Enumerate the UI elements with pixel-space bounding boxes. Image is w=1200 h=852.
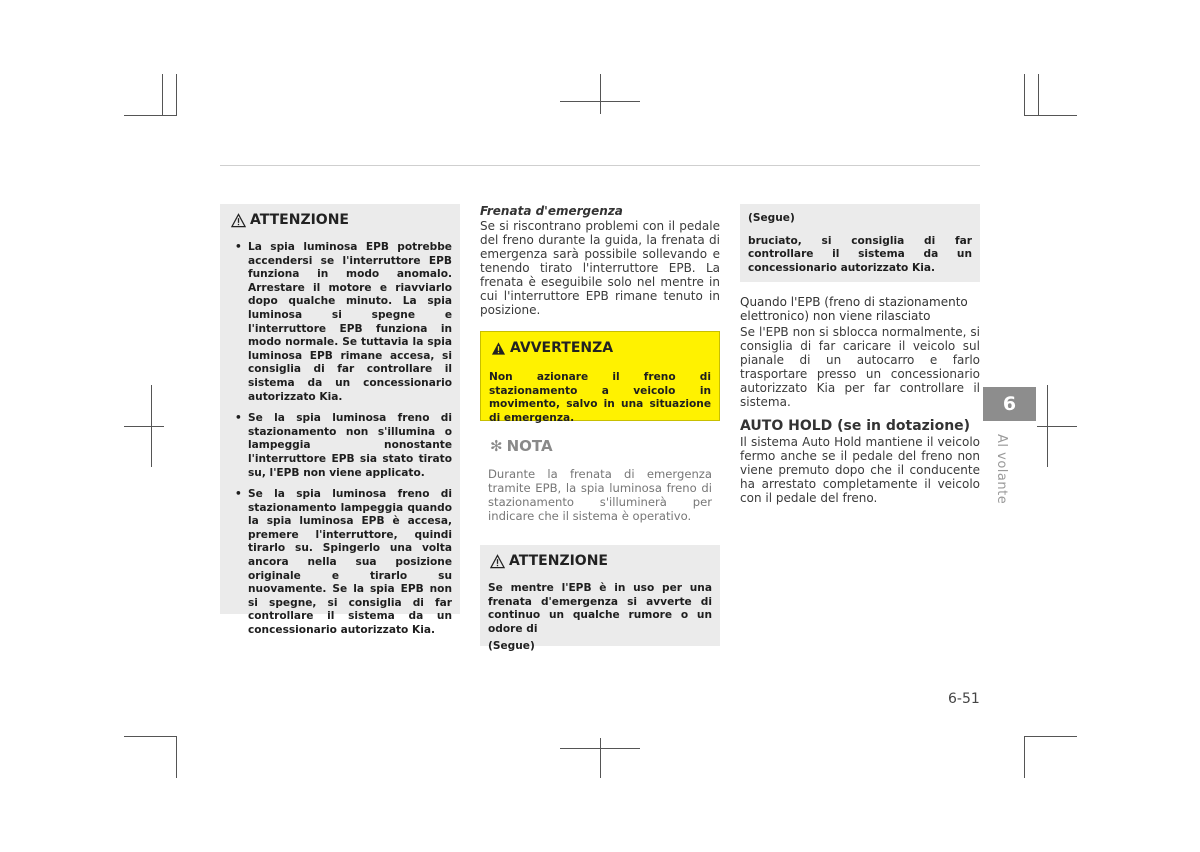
attention-heading: [490, 553, 712, 569]
note-text: Durante la frenata di emergenza tramite EPB, la spia luminosa freno di stazionamento s'illuminerà per indicare che il sistema è operativo.: [488, 467, 712, 523]
registration-mark: [1037, 426, 1077, 427]
attention-title: ATTENZIONE: [509, 553, 608, 569]
warning-box: [480, 331, 720, 424]
list-item: • Se la spia luminosa freno di stazionamento non s'illumina o lampeggia nonostante l'interruttore EPB sia stato tirato su, l'EPB non viene applicato.: [228, 412, 452, 480]
crop-mark: [176, 736, 177, 778]
chapter-tab: 6: [983, 387, 1036, 421]
crop-mark: [1025, 736, 1077, 737]
auto-hold-heading: AUTO HOLD (se in dotazione): [740, 418, 971, 434]
crop-mark: [124, 736, 176, 737]
crop-mark: [1024, 74, 1025, 116]
auto-hold-text: Il sistema Auto Hold mantiene il veicolo fermo anche se il pedale del freno non viene premuto dopo che il conducente ha arrestato completamente il veicolo con il pedale del freno.: [740, 435, 980, 505]
list-item: • La spia luminosa EPB potrebbe accendersi se l'interruttore EPB funziona in modo anomalo. Arrestare il motore e riavviarlo dopo qualche minuto. La spia luminosa si spegne e l'interruttore EPB funziona in modo normale. Se tuttavia la spia luminosa EPB rimane accesa, si consiglia di far controllare il sistema da un concessionario autorizzato Kia.: [228, 241, 452, 404]
registration-mark: [600, 738, 601, 778]
warning-triangle-icon: [231, 213, 246, 228]
emergency-braking-heading: Frenata d'emergenza: [480, 204, 623, 218]
note-block: [480, 437, 720, 523]
attention-title: ATTENZIONE: [250, 212, 349, 228]
epb-release-text: Se l'EPB non si sblocca normalmente, si consiglia di far caricare il veicolo sul pianale di un autocarro e farlo trasportare presso un concessionario autorizzato Kia per far controllare il sistema.: [740, 325, 980, 409]
epb-release-heading: Quando l'EPB (freno di stazionamento elettronico) non viene rilasciato: [740, 295, 968, 323]
registration-mark: [124, 426, 164, 427]
crop-mark: [1025, 115, 1077, 116]
chapter-title: Al volante: [994, 434, 1009, 505]
crop-mark: [124, 115, 176, 116]
crop-mark: [176, 74, 177, 116]
note-title: NOTA: [506, 437, 553, 455]
attention-list: [228, 241, 452, 638]
header-rule: [220, 165, 980, 166]
crop-mark: [162, 74, 163, 116]
crop-mark: [1024, 736, 1025, 778]
warning-title: AVVERTENZA: [510, 340, 614, 356]
warning-triangle-icon: [490, 554, 505, 569]
continued-label: (Segue): [748, 212, 795, 224]
column-middle: [480, 204, 720, 653]
warning-heading: [491, 340, 711, 356]
warning-text: Non azionare il freno di stazionamento a veicolo in movimento, salvo in una situazione di emergenza.: [489, 371, 711, 424]
emergency-braking-text: Se si riscontrano problemi con il pedale del freno durante la guida, la frenata di emergenza sarà possibile sollevando e tenendo tirato l'interruttore EPB. La frenata è eseguibile solo nel mentre in cui l'interruttore EPB rimane tenuto in posizione.: [480, 219, 720, 317]
registration-mark: [151, 385, 152, 467]
continued-box: [740, 204, 980, 282]
warning-triangle-icon: [491, 341, 506, 356]
note-heading: [490, 437, 712, 455]
continued-label: (Segue): [488, 640, 535, 653]
attention-heading: [231, 212, 452, 228]
attention-box: [480, 545, 720, 653]
note-asterisk-icon: ✻: [490, 437, 503, 455]
continued-text: bruciato, si consiglia di far controllare il sistema da un concessionario autorizzato Kia.: [748, 234, 972, 274]
attention-box: [220, 204, 460, 637]
crop-mark: [1038, 74, 1039, 116]
attention-text: Se mentre l'EPB è in uso per una frenata d'emergenza si avverte di continuo un qualche rumore o un odore di: [488, 582, 712, 635]
list-item: • Se la spia luminosa freno di stazionamento lampeggia quando la spia luminosa EPB è accesa, premere l'interruttore, quindi tirarlo su. Spingerlo una volta ancora nella sua posizione originale e tirarlo su nuovamente. Se la spia EPB non si spegne, si consiglia di far controllare il sistema da un concessionario autorizzato Kia.: [228, 488, 452, 638]
registration-mark: [1047, 385, 1048, 467]
column-right: [740, 204, 980, 505]
registration-mark: [600, 74, 601, 114]
column-left: [220, 204, 460, 637]
page-number: 6-51: [948, 691, 980, 707]
